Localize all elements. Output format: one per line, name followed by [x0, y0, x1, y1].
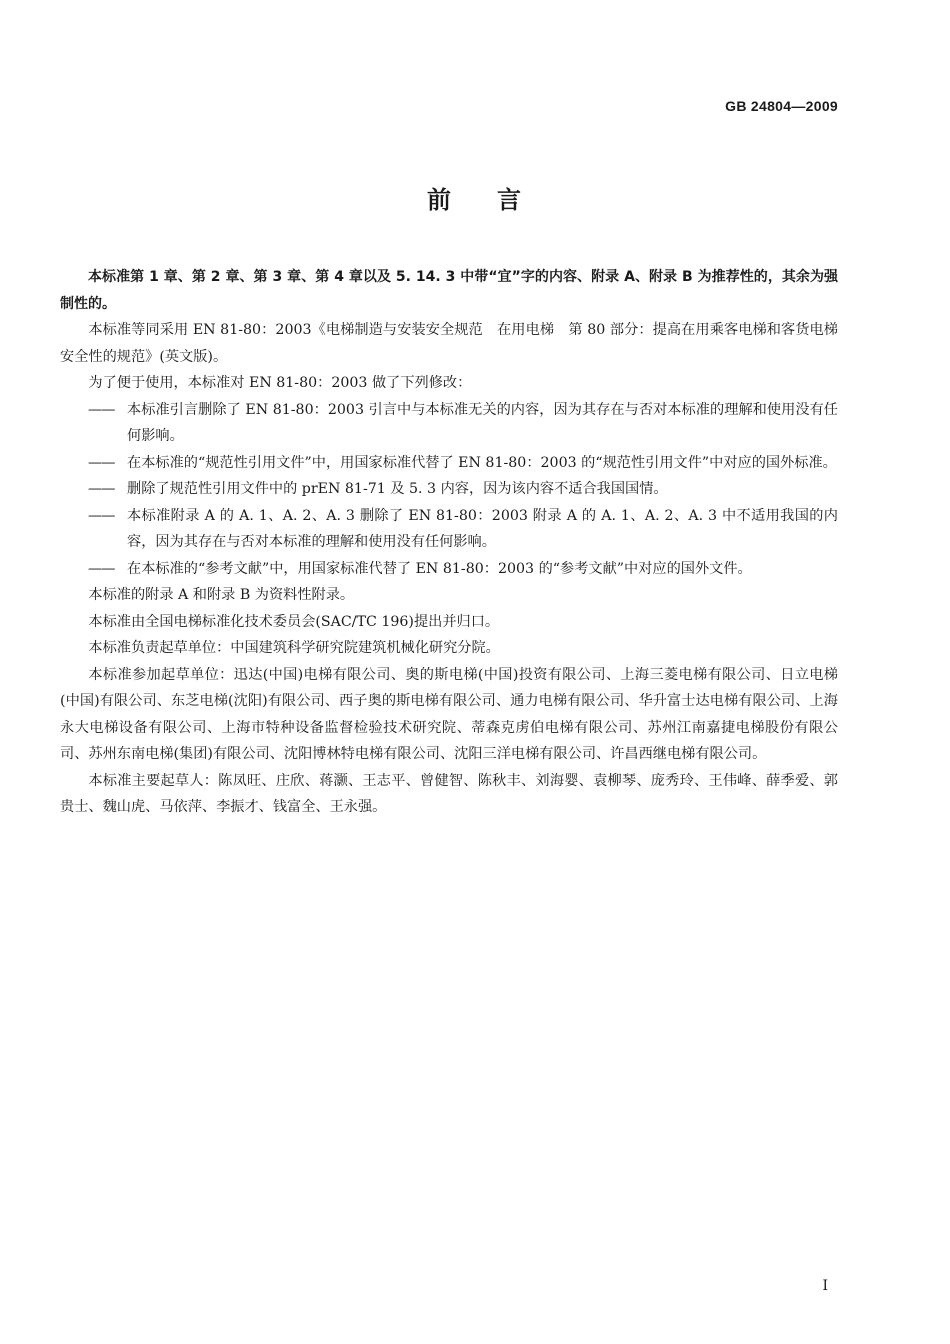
list-item-text: 本标准附录 A 的 A. 1、A. 2、A. 3 删除了 EN 81-80：2003 附录 A 的 A. 1、A. 2、A. 3 中不适用我国的内容，因为其存在与否对本标准的理解和使用没有任何影响。 — [127, 507, 838, 550]
dash-marker: —— — [88, 481, 115, 497]
dash-marker: —— — [88, 401, 115, 418]
dash-marker: —— — [88, 507, 115, 524]
paragraph-participating-drafters: 本标准参加起草单位：迅达(中国)电梯有限公司、奥的斯电梯(中国)投资有限公司、上海三菱电梯有限公司、日立电梯(中国)有限公司、东芝电梯(沈阳)有限公司、西子奥的斯电梯有限公司、通力电梯有限公司、华升富士达电梯有限公司、上海永大电梯设备有限公司、上海市特种设备监督检验技术研究院、蒂森克虏伯电梯有限公司、苏州江南嘉捷电梯股份有限公司、苏州东南电梯(集团)有限公司、沈阳博林特电梯有限公司、沈阳三洋电梯有限公司、许昌西继电梯有限公司。 — [60, 666, 838, 762]
foreword-body — [60, 264, 838, 821]
list-item — [60, 450, 838, 477]
paragraph-main-drafters: 本标准主要起草人：陈凤旺、庄欣、蒋灏、王志平、曾健智、陈秋丰、刘海婴、袁柳琴、庞秀玲、王伟峰、薛季爱、郭贵士、魏山虎、马依萍、李振才、钱富全、王永强。 — [60, 772, 838, 815]
paragraph-annexes: 本标准的附录 A 和附录 B 为资料性附录。 — [88, 587, 355, 603]
list-item — [60, 476, 838, 503]
modifications-list — [60, 397, 838, 583]
standard-code: GB 24804—2009 — [725, 98, 838, 114]
list-item-text: 在本标准的“规范性引用文件”中，用国家标准代替了 EN 81-80：2003 的“规范性引用文件”中对应的国外标准。 — [127, 454, 837, 471]
list-item-text: 本标准引言删除了 EN 81-80：2003 引言中与本标准无关的内容，因为其存在与否对本标准的理解和使用没有任何影响。 — [127, 401, 838, 444]
paragraph-lead-drafter: 本标准负责起草单位：中国建筑科学研究院建筑机械化研究分院。 — [88, 640, 500, 656]
paragraph-adoption: 本标准等同采用 EN 81-80：2003《电梯制造与安装安全规范 在用电梯 第 80 部分：提高在用乘客电梯和客货电梯安全性的规范》(英文版)。 — [60, 322, 838, 365]
page-title — [0, 180, 950, 215]
list-item — [60, 503, 838, 556]
list-item-text: 在本标准的“参考文献”中，用国家标准代替了 EN 81-80：2003 的“参考文献”中对应的国外文件。 — [127, 560, 752, 577]
dash-marker: —— — [88, 560, 115, 577]
dash-marker: —— — [88, 454, 115, 471]
paragraph-recommendatory-clauses: 本标准第 1 章、第 2 章、第 3 章、第 4 章以及 5. 14. 3 中带“宜”字的内容、附录 A、附录 B 为推荐性的，其余为强制性的。 — [60, 269, 838, 312]
title-char-1: 前 — [427, 186, 453, 214]
paragraph-proposer: 本标准由全国电梯标准化技术委员会(SAC/TC 196)提出并归口。 — [88, 613, 500, 630]
list-item — [60, 397, 838, 450]
list-item — [60, 556, 838, 583]
list-item-text: 删除了规范性引用文件中的 prEN 81-71 及 5. 3 内容，因为该内容不适合我国国情。 — [127, 481, 668, 497]
title-char-2: 言 — [497, 186, 523, 214]
page-number: I — [822, 1278, 828, 1294]
paragraph-modifications-intro: 为了便于使用，本标准对 EN 81-80：2003 做了下列修改： — [88, 375, 472, 391]
